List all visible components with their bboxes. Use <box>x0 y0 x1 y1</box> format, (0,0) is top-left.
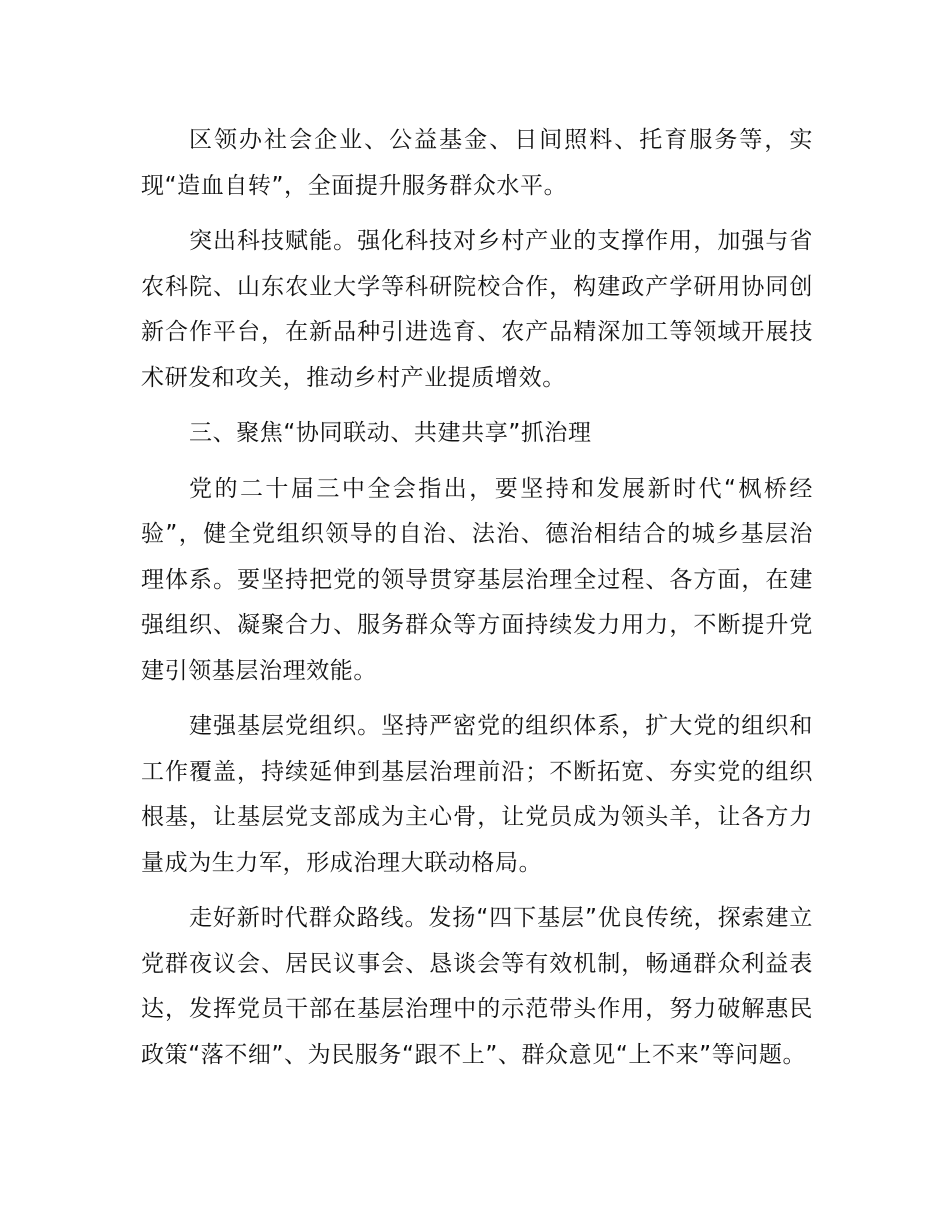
section-heading-governance: 三、聚焦“协同联动、共建共享”抓治理 <box>189 420 592 446</box>
paragraph-tech-empowerment: 突出科技赋能。强化科技对乡村产业的支撑作用，加强与省农科院、山东农业大学等科研院校合作，构建政产学研用协同创新合作平台，在新品种引进选育、农产品精深加工等领域开展技术研发和攻关，推动乡村产业提质增效。 <box>141 228 813 391</box>
paragraph-party-organization: 建强基层党组织。坚持严密党的组织体系，扩大党的组织和工作覆盖，持续延伸到基层治理前沿；不断拓宽、夯实党的组织根基，让基层党支部成为主心骨，让党员成为领头羊，让各方力量成为生力军，形成治理大联动格局。 <box>141 713 813 876</box>
paragraph-service-continuation: 区领办社会企业、公益基金、日间照料、托育服务等，实现“造血自转”，全面提升服务群众水平。 <box>141 127 813 199</box>
document-body <box>141 118 813 1088</box>
paragraph-mass-line: 走好新时代群众路线。发扬“四下基层”优良传统，探索建立党群夜议会、居民议事会、恳谈会等有效机制，畅通群众利益表达，发挥党员干部在基层治理中的示范带头作用，努力破解惠民政策“落不细”、为民服务“跟不上”、群众意见“上不来”等问题。 <box>141 905 813 1068</box>
paragraph-plenum-governance: 党的二十届三中全会指出，要坚持和发展新时代“枫桥经验”，健全党组织领导的自治、法治、德治相结合的城乡基层治理体系。要坚持把党的领导贯穿基层治理全过程、各方面，在建强组织、凝聚合力、服务群众等方面持续发力用力，不断提升党建引领基层治理效能。 <box>141 475 813 684</box>
